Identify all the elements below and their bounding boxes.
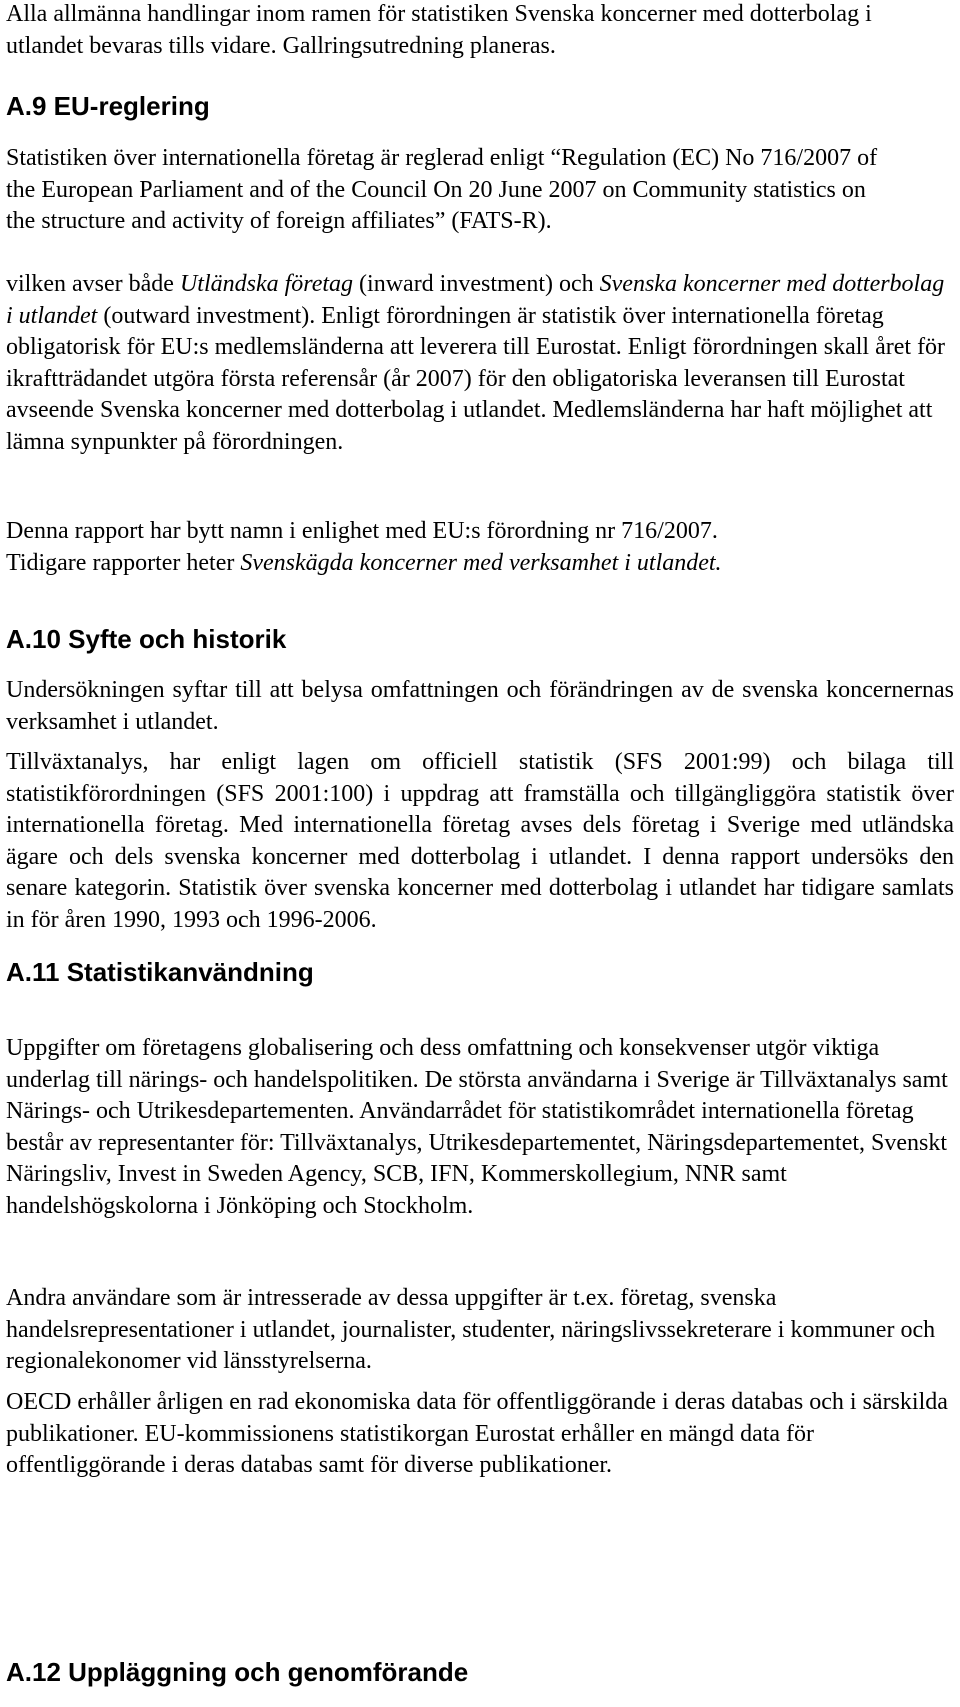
- a9-scope-text-end: (outward investment). Enligt förordningen är statistik över internationella företag obligatorisk för EU:s medlemsländerna att leverera till Eurostat. Enligt förordningen skall året för ikraftträdandet utgöra första referensår (år 2007) för den obligatoriska leveransen till Eurostat avseende Svenska koncerner med dotterbolag i utlandet. Medlemsländerna har haft möjlighet att lämna synpunkter på förordningen.: [6, 302, 946, 455]
- a10-purpose-paragraph: Undersökningen syftar till att belysa omfattningen och förändringen av de svenska koncernernas verksamhet i utlandet.: [6, 677, 954, 735]
- heading-a10: A.10 Syfte och historik: [6, 624, 287, 654]
- heading-a11: A.11 Statistikanvändning: [6, 957, 314, 987]
- heading-a9: A.9 EU-reglering: [6, 91, 210, 121]
- retention-paragraph: Alla allmänna handlingar inom ramen för statistiken Svenska koncerner med dotterbolag i utlandet bevaras tills vidare. Gallringsutredning planeras.: [6, 1, 872, 59]
- a11-other-users-paragraph: Andra användare som är intresserade av dessa uppgifter är t.ex. företag, svenska handelsrepresentationer i utlandet, journalister, studenter, näringslivssekreterare i kommuner och regionalekonomer vid länsstyrelserna.: [6, 1285, 936, 1374]
- a9-scope-italic-outward: Svenska koncerner med dotterbolag i utlandet: [6, 271, 945, 329]
- a9-scope-italic-inward: Utländska företag: [179, 271, 354, 297]
- a9-rename-paragraph: [6, 516, 954, 579]
- a10-history-paragraph: Tillväxtanalys, har enligt lagen om officiell statistik (SFS 2001:99) och bilaga till statistikförordningen (SFS 2001:100) i uppdrag att framställa och tillgängliggöra statistik över internationella företag. Med internationella företag avses dels företag i Sverige med utländska ägare och dels svenska koncerner med dotterbolag i utlandet. I denna rapport undersöks den senare kategorin. Statistik över svenska koncerner med dotterbolag i utlandet har tidigare samlats in för åren 1990, 1993 och 1996-2006.: [6, 749, 954, 933]
- a9-regulation-paragraph: Statistiken över internationella företag är reglerad enligt “Regulation (EC) No 716/2007 of the European Parliament and of the Council On 20 June 2007 on Community statistics on the structure and activity of foreign affiliates” (FATS-R).: [6, 145, 878, 234]
- a11-users-paragraph: Uppgifter om företagens globalisering och dess omfattning och konsekvenser utgör viktiga underlag till närings- och handelspolitiken. De största användarna i Sverige är Tillväxtanalys samt Närings- och Utrikesdepartementen. Användarrådet för statistikområdet internationella företag består av representanter för: Tillväxtanalys, Utrikesdepartementet, Näringsdepartementet, Svenskt Näringsliv, Invest in Sweden Agency, SCB, IFN, Kommerskollegium, NNR samt handelshögskolorna i Jönköping och Stockholm.: [6, 1035, 948, 1219]
- a9-rename-line1: Denna rapport har bytt namn i enlighet med EU:s förordning nr 716/2007.: [6, 518, 718, 544]
- a9-scope-text-start: vilken avser både: [6, 271, 180, 297]
- a11-oecd-paragraph: OECD erhåller årligen en rad ekonomiska data för offentliggörande i deras databas och i särskilda publikationer. EU-kommissionens statistikorgan Eurostat erhåller en mängd data för offentliggörande i deras databas samt för diverse publikationer.: [6, 1389, 948, 1478]
- a9-scope-paragraph: [6, 269, 954, 458]
- a9-rename-text-start: Tidigare rapporter heter: [6, 549, 241, 576]
- heading-a12: A.12 Uppläggning och genomförande: [6, 1657, 469, 1687]
- a9-scope-text-mid: (inward investment) och: [353, 271, 600, 297]
- a9-rename-italic-title: Svenskägda koncerner med verksamhet i utlandet.: [240, 549, 722, 576]
